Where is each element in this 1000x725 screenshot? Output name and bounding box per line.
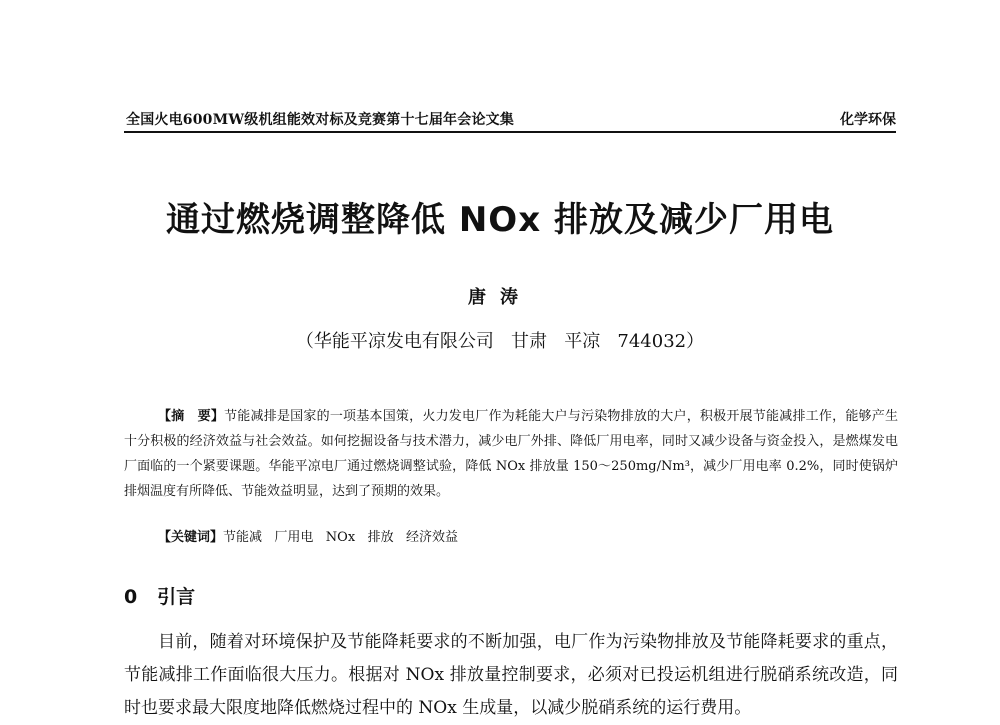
- author-affiliation: （华能平凉发电有限公司 甘肃 平凉 744032）: [295, 331, 705, 352]
- running-header-right: 化学环保: [840, 112, 896, 128]
- paper-title: 通过燃烧调整降低 NOx 排放及减少厂用电: [166, 200, 834, 240]
- abstract-tag: 【摘 要】: [158, 409, 225, 424]
- keywords-text: 节能减 厂用电 NOx 排放 经济效益: [223, 530, 458, 545]
- keywords-block: [158, 525, 458, 550]
- running-header: [124, 107, 896, 133]
- section-paragraph: 目前，随着对环境保护及节能降耗要求的不断加强，电厂作为污染物排放及节能降耗要求的重点，节能减排工作面临很大压力。根据对 NOx 排放量控制要求，必须对已投运机组进行脱硝系统改造，同时也要求最大限度地降低燃烧过程中的 NOx 生成量，以减少脱硝系统的运行费用。: [124, 632, 898, 718]
- paper-author: 唐涛: [468, 287, 532, 308]
- abstract-text: 节能减排是国家的一项基本国策，火力发电厂作为耗能大户与污染物排放的大户，积极开展节能减排工作，能够产生十分积极的经济效益与社会效益。如何挖掘设备与技术潜力，减少电厂外排、降低厂用电率，同时又减少设备与资金投入，是燃煤发电厂面临的一个紧要课题。华能平凉电厂通过燃烧调整试验，降低 NOx 排放量 150～250mg/Nm³，减少厂用电率 0.2%，同时使锅炉排烟温度有所降低、节能效益明显，达到了预期的效果。: [124, 409, 898, 499]
- section-heading: 0 引言: [124, 586, 196, 608]
- abstract-block: [124, 404, 898, 504]
- running-header-left: 全国火电600MW级机组能效对标及竞赛第十七届年会论文集: [126, 112, 515, 128]
- keywords-tag: 【关键词】: [158, 530, 224, 545]
